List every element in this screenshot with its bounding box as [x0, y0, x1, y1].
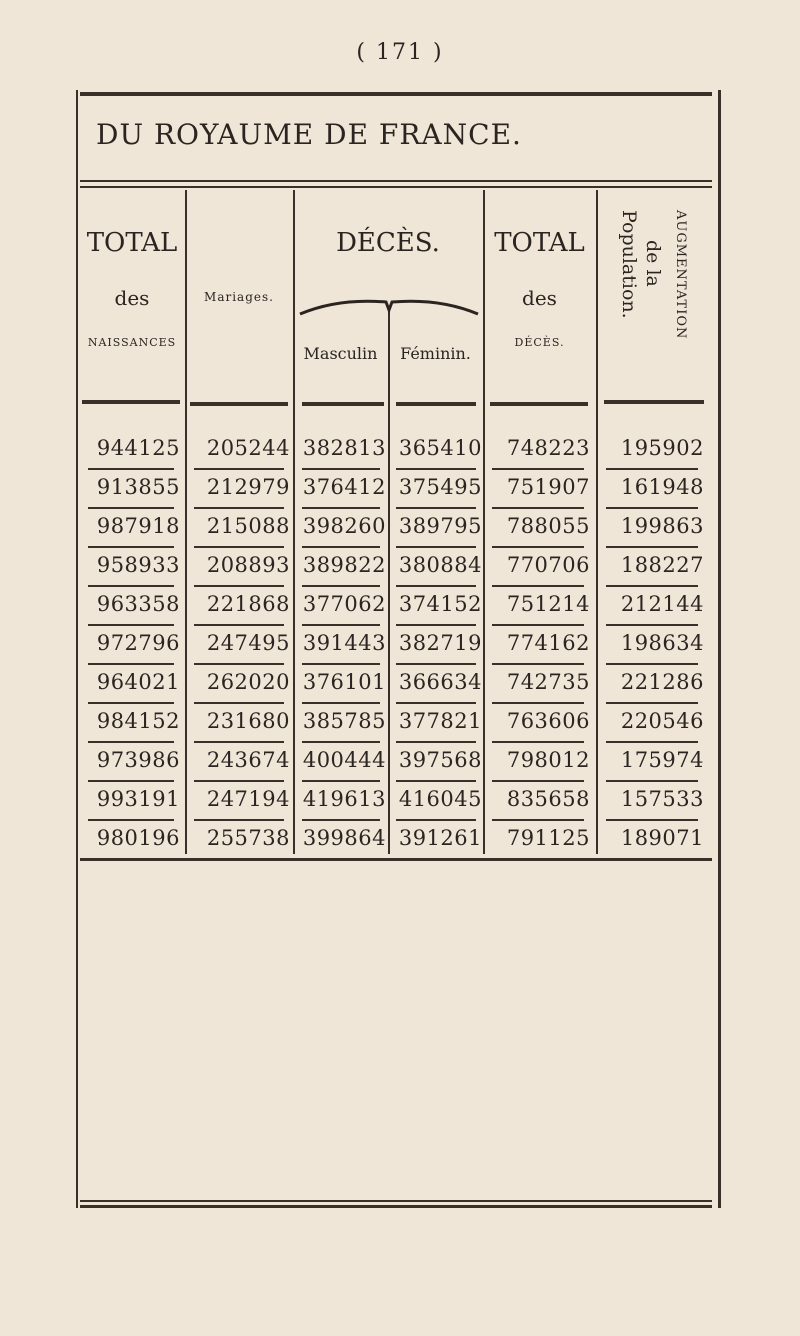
cell-underline — [396, 546, 476, 548]
table-cell: 798012 — [506, 748, 590, 772]
table-cell: 751907 — [506, 475, 590, 499]
header-underline — [190, 402, 288, 406]
cell-underline — [396, 624, 476, 626]
cell-underline — [606, 468, 698, 470]
table-bottom-rule — [80, 858, 712, 861]
cell-underline — [88, 702, 174, 704]
total-deces-header-total: TOTAL — [494, 228, 585, 258]
page-heading: DU ROYAUME DE FRANCE. — [96, 118, 522, 151]
table-cell: 788055 — [506, 514, 590, 538]
header-underline — [490, 402, 588, 406]
table-cell: 748223 — [506, 436, 590, 460]
table-cell: 247495 — [206, 631, 290, 655]
table-cell: 993191 — [96, 787, 180, 811]
table-cell: 984152 — [96, 709, 180, 733]
table-cell: 212144 — [620, 592, 704, 616]
table-cell: 397568 — [398, 748, 482, 772]
cell-underline — [302, 663, 380, 665]
cell-underline — [302, 585, 380, 587]
header-underline — [604, 400, 704, 404]
table-cell: 221868 — [206, 592, 290, 616]
cell-underline — [396, 780, 476, 782]
table-cell: 389822 — [302, 553, 386, 577]
masculin-header: Masculin — [303, 344, 378, 363]
table-cell: 377821 — [398, 709, 482, 733]
deces-header: DÉCÈS. — [336, 228, 440, 258]
cell-underline — [606, 780, 698, 782]
table-cell: 958933 — [96, 553, 180, 577]
cell-underline — [88, 585, 174, 587]
table-cell: 791125 — [506, 826, 590, 850]
table-cell: 220546 — [620, 709, 704, 733]
table-cell: 376412 — [302, 475, 386, 499]
bottom-rule-1 — [80, 1200, 712, 1202]
cell-underline — [492, 663, 584, 665]
table-cell: 380884 — [398, 553, 482, 577]
cell-underline — [88, 780, 174, 782]
table-cell: 189071 — [620, 826, 704, 850]
cell-underline — [492, 507, 584, 509]
cell-underline — [492, 780, 584, 782]
cell-underline — [302, 780, 380, 782]
cell-underline — [88, 663, 174, 665]
cell-underline — [492, 741, 584, 743]
table-cell: 247194 — [206, 787, 290, 811]
cell-underline — [606, 546, 698, 548]
augmentation-header-line1: AUGMENTATION — [673, 210, 688, 340]
feminin-header: Féminin. — [400, 344, 471, 363]
cell-underline — [88, 624, 174, 626]
table-cell: 212979 — [206, 475, 290, 499]
cell-underline — [492, 546, 584, 548]
cell-underline — [194, 819, 284, 821]
cell-underline — [88, 819, 174, 821]
table-cell: 255738 — [206, 826, 290, 850]
table-cell: 774162 — [506, 631, 590, 655]
table-cell: 243674 — [206, 748, 290, 772]
table-cell: 964021 — [96, 670, 180, 694]
table-cell: 973986 — [96, 748, 180, 772]
augmentation-header-line2: de la — [642, 240, 664, 287]
table-cell: 835658 — [506, 787, 590, 811]
table-cell: 195902 — [620, 436, 704, 460]
bottom-rule-2 — [80, 1205, 712, 1208]
cell-underline — [606, 624, 698, 626]
cell-underline — [194, 780, 284, 782]
naissances-header-total: TOTAL — [86, 228, 178, 258]
table-cell: 365410 — [398, 436, 482, 460]
cell-underline — [194, 624, 284, 626]
cell-underline — [492, 624, 584, 626]
header-rule-1 — [80, 180, 712, 182]
table-cell: 770706 — [506, 553, 590, 577]
cell-underline — [396, 585, 476, 587]
naissances-header-label: NAISSANCES — [87, 336, 177, 349]
cell-underline — [606, 819, 698, 821]
total-deces-header-label: DÉCÈS. — [514, 336, 565, 349]
cell-underline — [606, 741, 698, 743]
cell-underline — [492, 468, 584, 470]
column-divider — [388, 310, 390, 854]
top-rule — [80, 92, 712, 96]
cell-underline — [606, 507, 698, 509]
table-cell: 377062 — [302, 592, 386, 616]
table-cell: 161948 — [620, 475, 704, 499]
header-rule-2 — [80, 186, 712, 188]
table-cell: 188227 — [620, 553, 704, 577]
cell-underline — [302, 624, 380, 626]
header-underline — [82, 400, 180, 404]
cell-underline — [194, 507, 284, 509]
table-cell: 205244 — [206, 436, 290, 460]
table-cell: 262020 — [206, 670, 290, 694]
cell-underline — [606, 663, 698, 665]
table-cell: 391443 — [302, 631, 386, 655]
table-cell: 398260 — [302, 514, 386, 538]
cell-underline — [194, 702, 284, 704]
page-number: ( 171 ) — [356, 40, 444, 65]
cell-underline — [396, 741, 476, 743]
table-cell: 913855 — [96, 475, 180, 499]
cell-underline — [194, 546, 284, 548]
cell-underline — [492, 702, 584, 704]
table-cell: 944125 — [96, 436, 180, 460]
cell-underline — [194, 468, 284, 470]
cell-underline — [396, 468, 476, 470]
deces-brace — [298, 296, 480, 318]
cell-underline — [302, 819, 380, 821]
table-cell: 963358 — [96, 592, 180, 616]
cell-underline — [396, 663, 476, 665]
cell-underline — [194, 585, 284, 587]
column-divider — [293, 190, 295, 854]
table-cell: 382719 — [398, 631, 482, 655]
mariages-header: Mariages. — [204, 290, 274, 304]
cell-underline — [194, 741, 284, 743]
cell-underline — [88, 468, 174, 470]
table-cell: 399864 — [302, 826, 386, 850]
header-underline — [302, 402, 384, 406]
cell-underline — [492, 585, 584, 587]
cell-underline — [606, 702, 698, 704]
cell-underline — [302, 546, 380, 548]
table-cell: 199863 — [620, 514, 704, 538]
cell-underline — [396, 819, 476, 821]
table-cell: 376101 — [302, 670, 386, 694]
table-cell: 419613 — [302, 787, 386, 811]
table-cell: 157533 — [620, 787, 704, 811]
table-cell: 175974 — [620, 748, 704, 772]
cell-underline — [88, 741, 174, 743]
augmentation-header-line3: Population. — [618, 210, 640, 319]
cell-underline — [302, 507, 380, 509]
table-cell: 972796 — [96, 631, 180, 655]
table-cell: 208893 — [206, 553, 290, 577]
table-cell: 391261 — [398, 826, 482, 850]
cell-underline — [302, 468, 380, 470]
table-cell: 987918 — [96, 514, 180, 538]
cell-underline — [302, 702, 380, 704]
table-cell: 751214 — [506, 592, 590, 616]
cell-underline — [88, 546, 174, 548]
table-cell: 980196 — [96, 826, 180, 850]
cell-underline — [396, 507, 476, 509]
cell-underline — [88, 507, 174, 509]
cell-underline — [606, 585, 698, 587]
naissances-header-des: des — [114, 286, 150, 310]
table-cell: 366634 — [398, 670, 482, 694]
header-underline — [396, 402, 476, 406]
table-cell: 742735 — [506, 670, 590, 694]
table-cell: 400444 — [302, 748, 386, 772]
table-cell: 416045 — [398, 787, 482, 811]
table-cell: 382813 — [302, 436, 386, 460]
column-divider — [596, 190, 598, 854]
total-deces-header-des: des — [522, 286, 557, 310]
table-cell: 198634 — [620, 631, 704, 655]
table-cell: 221286 — [620, 670, 704, 694]
cell-underline — [396, 702, 476, 704]
cell-underline — [302, 741, 380, 743]
table-cell: 375495 — [398, 475, 482, 499]
table-cell: 215088 — [206, 514, 290, 538]
cell-underline — [194, 663, 284, 665]
augmentation-header — [610, 210, 700, 380]
table-cell: 385785 — [302, 709, 386, 733]
table-cell: 374152 — [398, 592, 482, 616]
table-cell: 389795 — [398, 514, 482, 538]
table-cell: 231680 — [206, 709, 290, 733]
cell-underline — [492, 819, 584, 821]
table-cell: 763606 — [506, 709, 590, 733]
